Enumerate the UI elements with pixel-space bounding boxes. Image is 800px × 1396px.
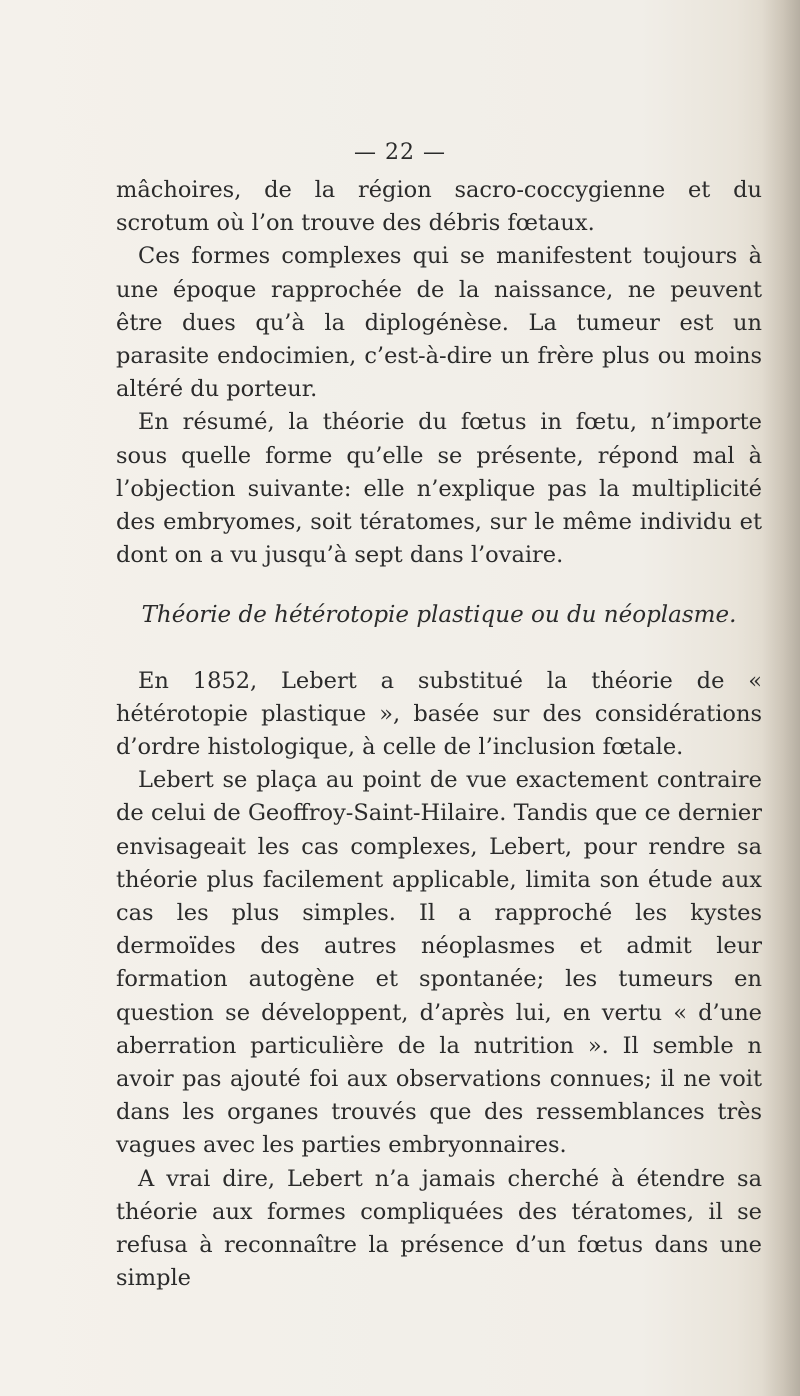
- section-heading: Théorie de hétérotopie plastique ou du néoplasme.: [141, 602, 737, 629]
- paragraph-3: En résumé, la théorie du fœtus in fœtu, n’importe sous quelle forme qu’elle se présente, répond mal à l’objection suivante: elle n’explique pas la multiplicité des embryomes, soit tératomes, sur le même individu et dont on a vu jusqu’à sept dans l’ovaire.: [116, 409, 762, 569]
- paragraph-5: Lebert se plaça au point de vue exactement contraire de celui de Geoffroy-Saint-Hilaire. Tandis que ce dernier envisageait les cas complexes, Lebert, pour rendre sa théorie plus facilement applicable, limita son étude aux cas les plus simples. Il a rapproché les kystes dermoïdes des autres néoplasmes et admit leur formation autogène et spontanée; les tumeurs en question se développent, d’après lui, en vertu « d’une aberration particulière de la nutrition ». Il semble n avoir pas ajouté foi aux observations connues; il ne voit dans les organes trouvés que des ressemblances très vagues avec les parties embryonnaires.: [116, 767, 762, 1159]
- paragraph-4: En 1852, Lebert a substitué la théorie de « hétérotopie plastique », basée sur des considérations d’ordre histologique, à celle de l’inclusion fœtale.: [116, 667, 762, 761]
- page-number: — 22 —: [354, 140, 446, 165]
- body-text: [116, 174, 762, 1296]
- page-edge-shadow: [762, 0, 800, 1396]
- paragraph-1: mâchoires, de la région sacro-coccygienne et du scrotum où l’on trouve des débris fœtaux.: [116, 177, 762, 237]
- paragraph-6: A vrai dire, Lebert n’a jamais cherché à étendre sa théorie aux formes compliquées des tératomes, il se refusa à reconnaître la présence d’un fœtus dans une simple: [116, 1165, 762, 1292]
- paragraph-2: Ces formes complexes qui se manifestent toujours à une époque rapprochée de la naissance, ne peuvent être dues qu’à la diplogénèse. La tumeur est un parasite endocimien, c’est-à-dire un frère plus ou moins altéré du porteur.: [116, 243, 762, 403]
